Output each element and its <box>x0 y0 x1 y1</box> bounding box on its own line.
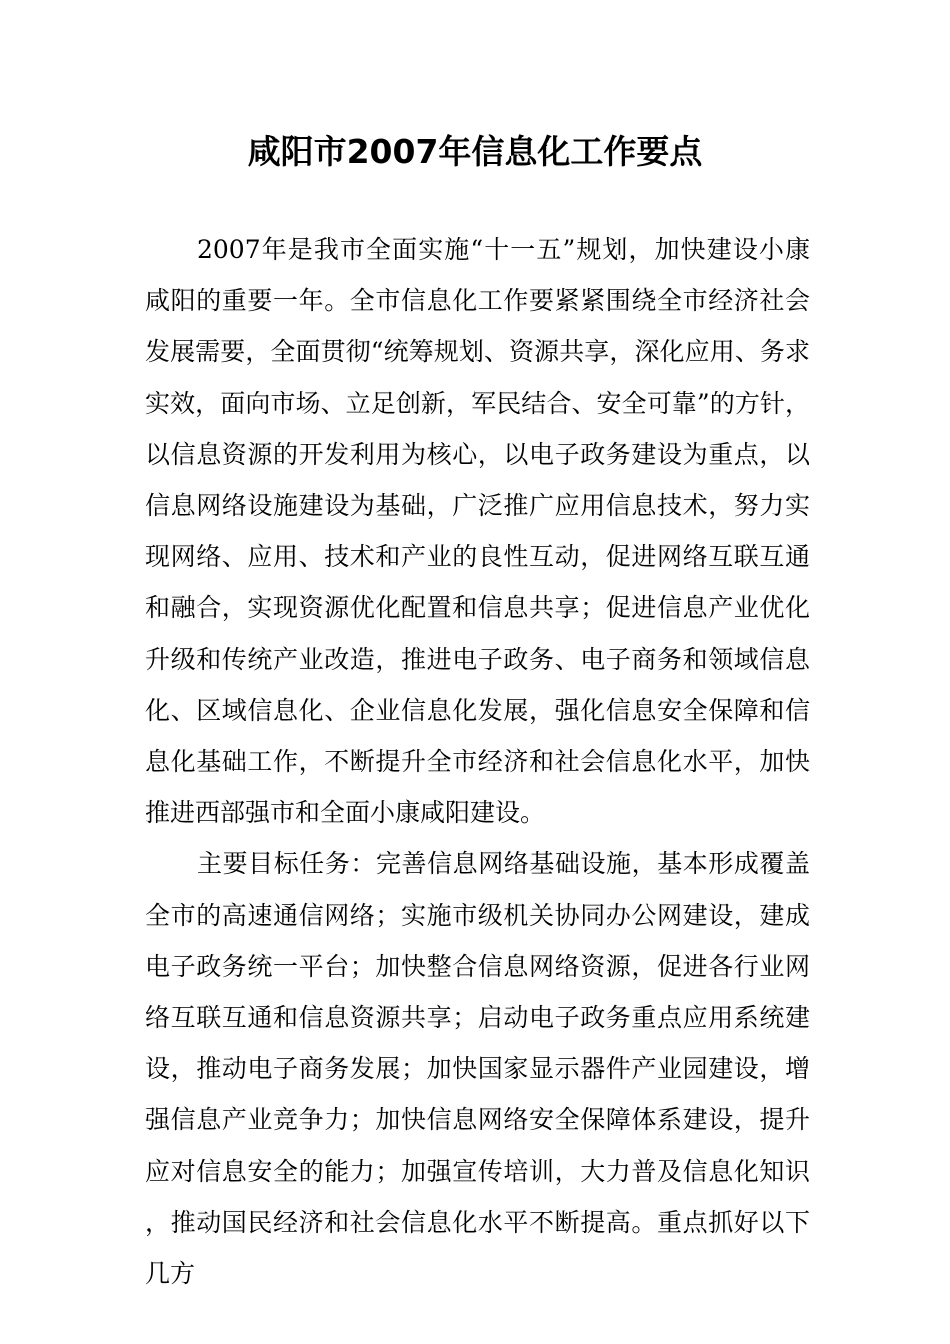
document-title: 咸阳市2007年信息化工作要点 <box>247 132 703 171</box>
document-body <box>145 224 810 1299</box>
paragraph-main-goals: 主要目标任务：完善信息网络基础设施，基本形成覆盖全市的高速通信网络；实施市级机关协同办公网建设，建成电子政务统一平台；加快整合信息网络资源，促进各行业网络互联互通和信息资源共享；启动电子政务重点应用系统建设，推动电子商务发展；加快国家显示器件产业园建设，增强信息产业竞争力；加快信息网络安全保障体系建设，提升应对信息安全的能力；加强宣传培训，大力普及信息化知识，推动国民经济和社会信息化水平不断提高。重点抓好以下几方 <box>145 849 810 1289</box>
paragraph-intro: 2007年是我市全面实施“十一五”规划，加快建设小康咸阳的重要一年。全市信息化工作要紧紧围绕全市经济社会发展需要，全面贯彻“统筹规划、资源共享，深化应用、务求实效，面向市场、立足创新，军民结合、安全可靠”的方针，以信息资源的开发利用为核心，以电子政务建设为重点，以信息网络设施建设为基础，广泛推广应用信息技术，努力实现网络、应用、技术和产业的良性互动，促进网络互联互通和融合，实现资源优化配置和信息共享；促进信息产业优化升级和传统产业改造，推进电子政务、电子商务和领域信息化、区域信息化、企业信息化发展，强化信息安全保障和信息化基础工作，不断提升全市经济和社会信息化水平，加快推进西部强市和全面小康咸阳建设。 <box>145 235 810 828</box>
